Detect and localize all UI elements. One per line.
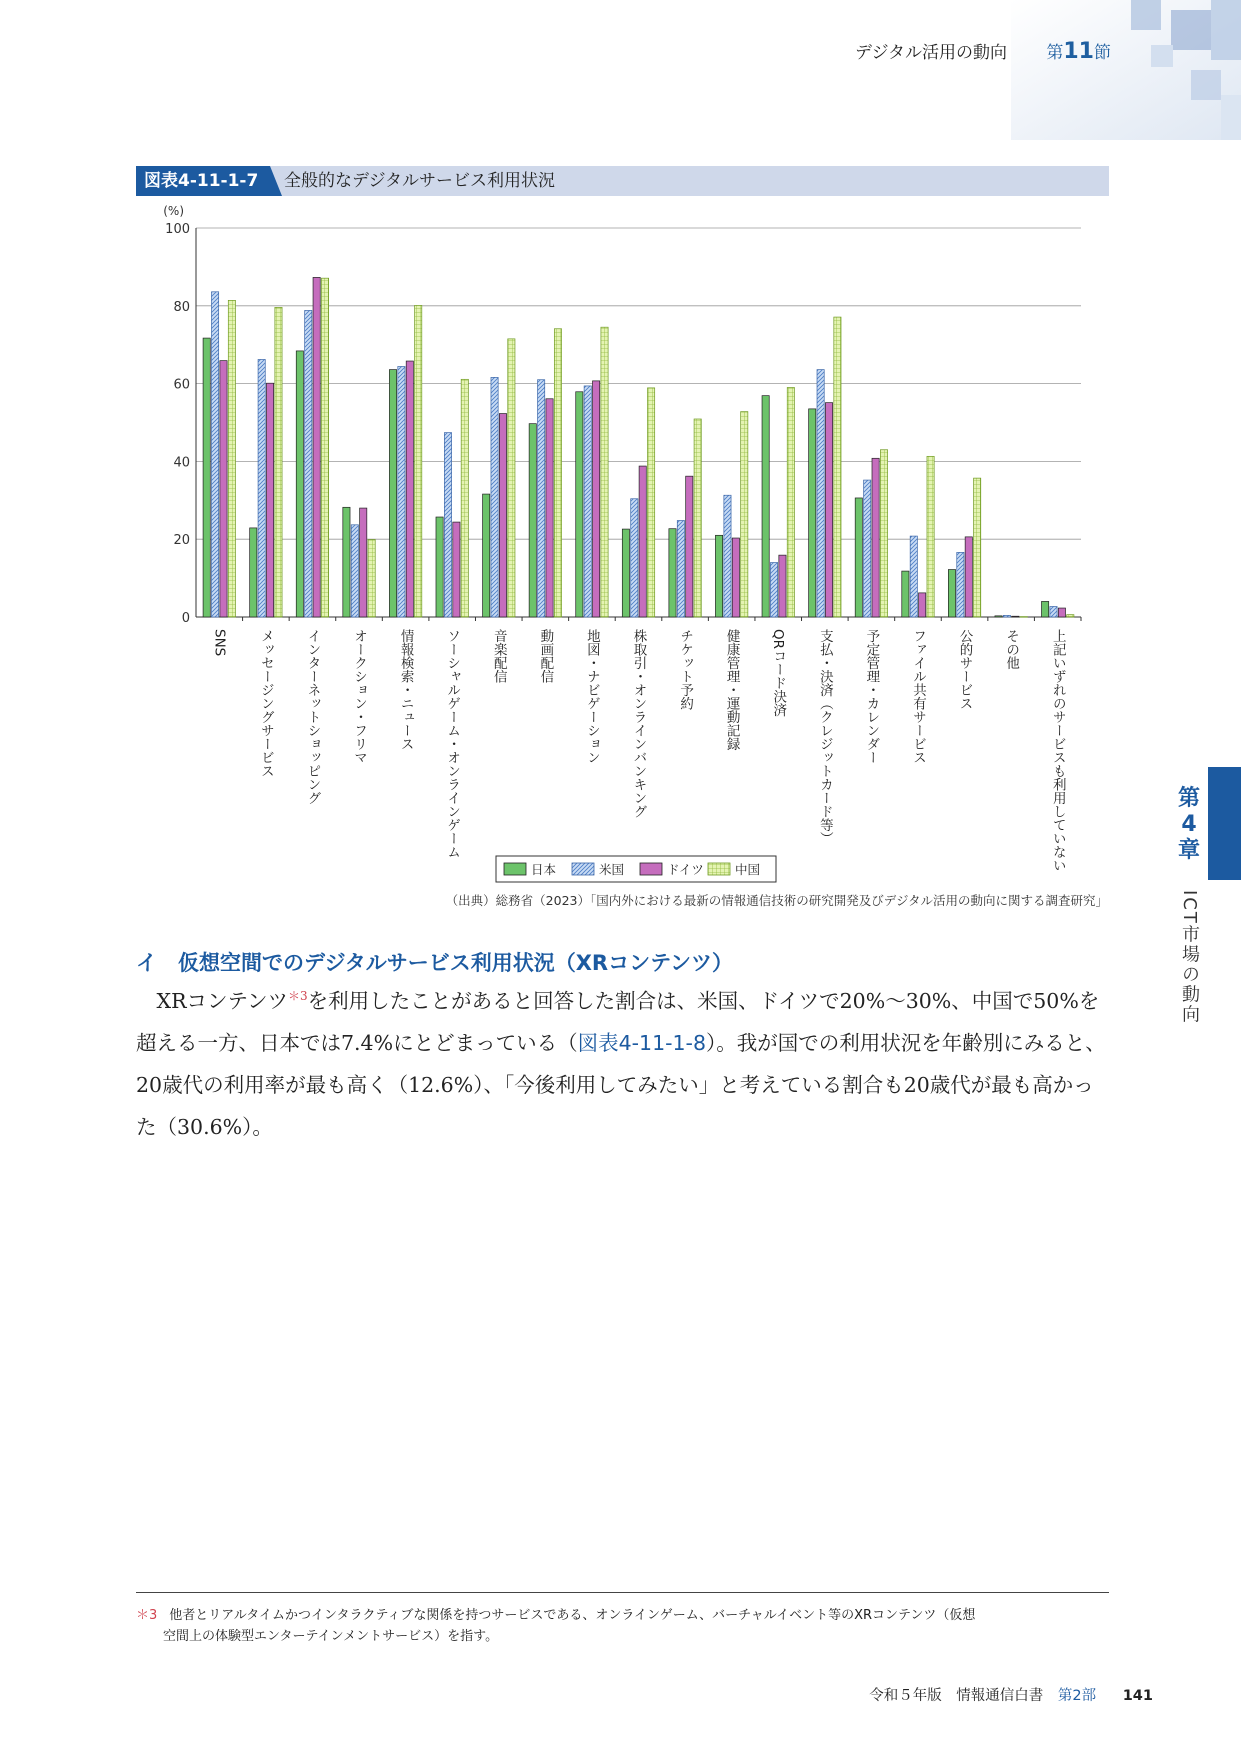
bar (1042, 601, 1049, 617)
bar (669, 529, 676, 617)
legend-swatch (572, 863, 594, 875)
bar (321, 278, 328, 617)
y-tick-label: 60 (173, 377, 190, 393)
figure-label: 図表4-11-1-7 (136, 166, 270, 196)
bar (211, 292, 218, 617)
bar (368, 540, 375, 617)
legend-swatch (504, 863, 526, 875)
bar (919, 593, 926, 617)
bar (258, 359, 265, 617)
bar (741, 412, 748, 617)
y-axis-unit: (%) (163, 204, 184, 218)
bar (855, 498, 862, 617)
x-tick-label: 地図・ナビゲーション (583, 629, 600, 764)
bar (1058, 608, 1065, 617)
bar (770, 563, 777, 617)
running-head (855, 38, 1111, 64)
bar (864, 480, 871, 617)
bar (1003, 615, 1010, 617)
legend-label: 中国 (735, 862, 761, 877)
bar (406, 361, 413, 617)
bar (779, 555, 786, 617)
legend-label: 日本 (531, 862, 557, 877)
bar (809, 409, 816, 617)
bar (601, 327, 608, 617)
bar (453, 522, 460, 617)
footnote-mark: ＊3 (136, 1608, 158, 1623)
bar (1020, 617, 1027, 618)
figure-title-bar (136, 166, 1109, 196)
body-paragraph (136, 975, 1111, 1148)
bar-chart (136, 200, 1096, 890)
x-tick-label: 情報検索・ニュース (397, 629, 414, 751)
bar (648, 388, 655, 617)
bar (538, 380, 545, 617)
bar (228, 300, 235, 617)
figure-reference-link[interactable]: 図表4-11-1-8 (577, 1030, 706, 1055)
bar (203, 338, 210, 617)
x-tick-label: その他 (1003, 629, 1020, 670)
legend-label: ドイツ (667, 862, 704, 877)
bar (902, 571, 909, 617)
x-tick-label: ソーシャルゲーム・オンラインゲーム (444, 629, 461, 859)
bar (360, 508, 367, 617)
x-tick-label: 支払・決済（クレジットカード等） (816, 629, 833, 845)
running-title: デジタル活用の動向 (854, 43, 1007, 63)
bar (296, 351, 303, 617)
bar (927, 456, 934, 617)
bar (724, 495, 731, 617)
bar (415, 305, 422, 617)
legend-swatch (708, 863, 730, 875)
x-tick-label: 音楽配信 (490, 629, 507, 683)
footnote-text-line2: 空間上の体験型エンターテインメントサービス）を指す。 (163, 1629, 499, 1644)
bar (686, 476, 693, 617)
bar (817, 370, 824, 617)
bar (948, 570, 955, 617)
bars (203, 277, 1074, 617)
bar (436, 517, 443, 617)
part-label: 第2部 (1057, 1688, 1097, 1704)
bar (910, 536, 917, 617)
x-tick-label: 予定管理・カレンダー (863, 629, 880, 764)
legend-label: 米国 (599, 862, 625, 877)
para-text-3: ）。我が国での利用状況を年齢別にみると、20歳代の利用率が最も高く（12.6%）、「今後利用してみたい」と考えている割合も20歳代が最も高かった（30.6%）。 (136, 1030, 1106, 1139)
bar (787, 387, 794, 617)
figure-title: 全般的なデジタルサービス利用状況 (284, 171, 555, 191)
bar (639, 466, 646, 617)
x-tick-label: SNS (211, 629, 228, 657)
chapter-number: 第 4 章 (1177, 786, 1200, 863)
x-tick-label: メッセージングサービス (257, 629, 274, 778)
section-heading: イ 仮想空間でのデジタルサービス利用状況（XRコンテンツ） (136, 951, 734, 975)
bar (762, 396, 769, 617)
chapter-tab (1208, 767, 1241, 880)
x-tick-label: 株取引・オンラインバンキング (630, 629, 647, 818)
y-tick-label: 0 (181, 611, 190, 626)
bar (1067, 615, 1074, 617)
header-decoration (1011, 0, 1241, 140)
footnote-divider (136, 1592, 1109, 1593)
legend (496, 856, 776, 882)
bar (631, 499, 638, 617)
bar (576, 392, 583, 617)
bar (593, 381, 600, 617)
bar (880, 450, 887, 617)
bar (499, 414, 506, 617)
bar (974, 478, 981, 617)
x-tick-label: チケット予約 (677, 629, 694, 710)
para-text-1: XRコンテンツ (156, 988, 289, 1013)
bar (389, 370, 396, 617)
bar (250, 528, 257, 617)
x-tick-label: 上記いずれのサービスも利用していない (1049, 629, 1066, 872)
bar (343, 507, 350, 617)
bar (622, 529, 629, 617)
bar (266, 383, 273, 617)
x-tick-label: QRコード決済 (770, 629, 787, 717)
bar (825, 403, 832, 617)
bar (715, 535, 722, 617)
footnote-text-line1: 他者とリアルタイムかつインタラクティブな関係を持つサービスである、オンラインゲーム、バーチャルイベント等のXRコンテンツ（仮想 (169, 1608, 976, 1623)
page-footer (869, 1684, 1153, 1705)
bar (546, 399, 553, 617)
bar (584, 386, 591, 617)
category-labels (211, 628, 1066, 872)
chapter-title: ICT市場の動向 (1179, 890, 1200, 1025)
bar (491, 377, 498, 617)
x-tick-label: 公的サービス (956, 629, 973, 710)
bar (305, 310, 312, 617)
y-tick-label: 80 (173, 299, 190, 315)
bar (554, 329, 561, 617)
bar (275, 307, 282, 617)
page-number: 141 (1122, 1688, 1153, 1704)
figure-source: （出典）総務省（2023）「国内外における最新の情報通信技術の研究開発及びデジタル活用の動向に関する調査研究」 (445, 893, 1108, 908)
bar (1012, 616, 1019, 617)
bar (220, 361, 227, 617)
y-tick-label: 20 (173, 533, 190, 549)
bar (965, 537, 972, 617)
bar (732, 538, 739, 617)
y-tick-label: 100 (165, 222, 190, 237)
bar (834, 317, 841, 617)
legend-swatch (640, 863, 662, 875)
x-tick-label: オークション・フリマ (351, 629, 368, 764)
bar (398, 366, 405, 617)
bar (529, 424, 536, 617)
bar (483, 494, 490, 617)
bar (995, 616, 1002, 617)
bar (444, 433, 451, 617)
bar (508, 339, 515, 617)
para-text-2: を利用したことがあると回答した割合は、米国、ドイツで20%～30%、中国で50%を超える一方、日本では7.4%にとどまっている（ (136, 988, 1100, 1055)
bar (872, 458, 879, 617)
x-tick-label: 健康管理・運動記録 (723, 629, 740, 751)
bar (351, 525, 358, 617)
y-tick-label: 40 (173, 455, 190, 471)
bar (461, 379, 468, 617)
bar (313, 277, 320, 617)
bar (1050, 606, 1057, 617)
footnote-reference[interactable]: ＊3 (288, 989, 308, 1003)
x-tick-label: インターネットショッピング (304, 629, 321, 805)
footnote (136, 1605, 1111, 1647)
x-tick-label: 動画配信 (537, 629, 554, 683)
publication-title: 令和５年版 情報通信白書 (869, 1688, 1044, 1704)
bar (957, 552, 964, 617)
bar (677, 521, 684, 617)
bar (694, 419, 701, 617)
x-tick-label: ファイル共有サービス (909, 629, 926, 764)
section-number: 第11節 (1046, 39, 1111, 64)
